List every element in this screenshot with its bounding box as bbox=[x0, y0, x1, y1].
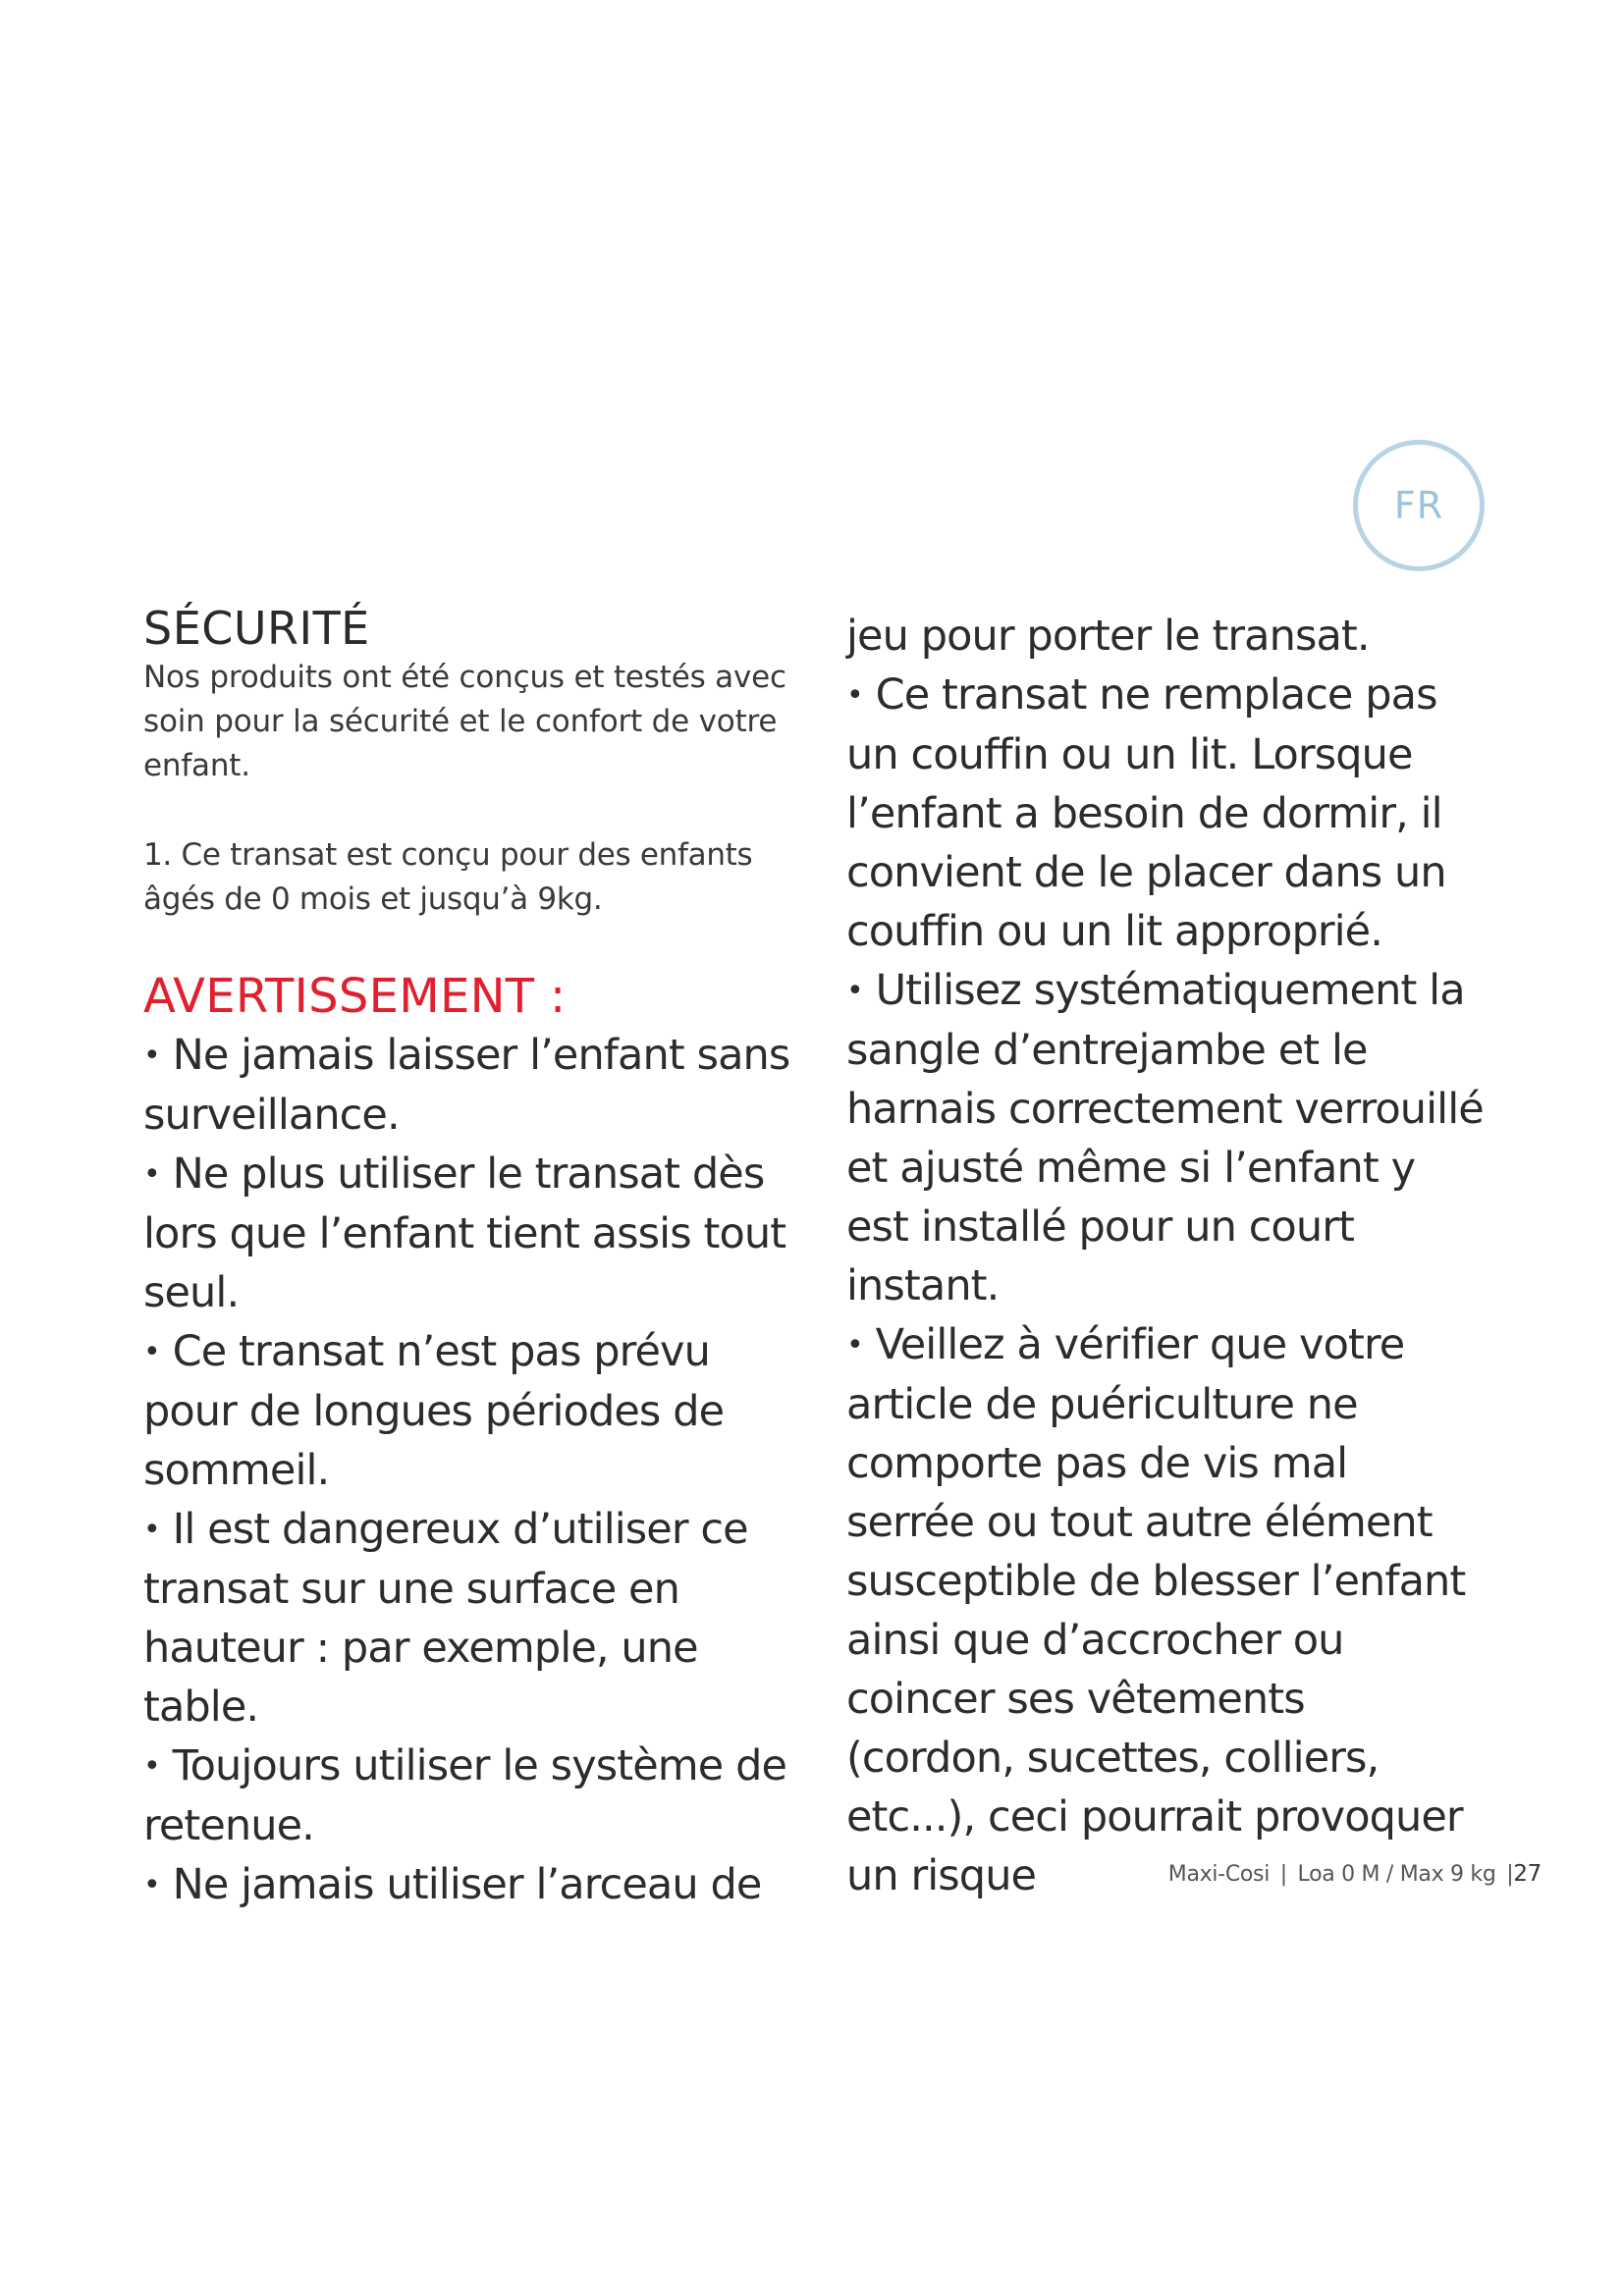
warning-item bbox=[143, 1145, 811, 1322]
footer-brand: Maxi-Cosi bbox=[1167, 1862, 1271, 1887]
page-separator: | bbox=[1506, 1862, 1514, 1887]
warning-title: AVERTISSEMENT : bbox=[143, 969, 567, 1024]
left-column bbox=[143, 601, 811, 1915]
item-text: Ce transat est conçu pour des enfants âgés de 0 mois et jusqu’à 9kg. bbox=[143, 837, 753, 917]
warning-item-text: Veillez à vérifier que votre article de puériculture ne comporte pas de vis mal serrée ou tout autre élément susceptible de blesser l’enfant ainsi que d’accrocher ou coincer ses vêtements (cordon, sucettes, colliers, etc...), ceci pourrait provoquer un risque bbox=[846, 1320, 1466, 1900]
footer-separator: | bbox=[1279, 1862, 1287, 1887]
warning-item-text: Il est dangereux d’utiliser ce transat sur une surface en hauteur : par exemple, une table. bbox=[143, 1505, 748, 1732]
warning-item-text: Ne jamais laisser l’enfant sans surveillance. bbox=[143, 1031, 790, 1140]
bullet: • bbox=[143, 1039, 160, 1073]
footer-product: Loa 0 M / Max 9 kg bbox=[1297, 1862, 1496, 1887]
page-footer bbox=[1080, 1861, 1542, 1887]
warning-item bbox=[143, 1855, 811, 1915]
warning-item bbox=[143, 1500, 811, 1736]
bullet: • bbox=[143, 1157, 160, 1192]
warning-item bbox=[846, 666, 1485, 961]
bullet: • bbox=[846, 678, 863, 713]
warning-item bbox=[143, 1026, 811, 1145]
bullet: • bbox=[846, 1328, 863, 1362]
warning-item bbox=[846, 1315, 1485, 1905]
language-label: FR bbox=[1393, 484, 1444, 527]
warning-list-left bbox=[143, 1026, 811, 1915]
warning-item-text: Ne plus utiliser le transat dès lors que l’enfant tient assis tout seul. bbox=[143, 1149, 786, 1317]
warning-item bbox=[143, 1736, 811, 1855]
bullet: • bbox=[143, 1868, 160, 1902]
security-intro: Nos produits ont été conçus et testés avec soin pour la sécurité et le confort de votre enfant. bbox=[143, 660, 786, 783]
right-column bbox=[846, 607, 1485, 1905]
bullet: • bbox=[143, 1513, 160, 1547]
security-title: SÉCURITÉ bbox=[143, 602, 370, 655]
warning-continuation: jeu pour porter le transat. bbox=[846, 612, 1370, 661]
security-item-1 bbox=[143, 833, 811, 922]
warning-item-text: Ce transat ne remplace pas un couffin ou un lit. Lorsque l’enfant a besoin de dormir, il convient de le placer dans un couffin ou un lit approprié. bbox=[846, 670, 1446, 956]
page-number: 27 bbox=[1513, 1861, 1542, 1887]
bullet: • bbox=[143, 1335, 160, 1369]
warning-item-text: Utilisez systématiquement la sangle d’entrejambe et le harnais correctement verrouillé et ajusté même si l’enfant y est installé pour un court instant. bbox=[846, 966, 1484, 1310]
warning-item bbox=[846, 961, 1485, 1315]
warning-item-text: Ne jamais utiliser l’arceau de bbox=[172, 1860, 762, 1909]
bullet: • bbox=[143, 1749, 160, 1784]
warning-item-text: Ce transat n’est pas prévu pour de longues périodes de sommeil. bbox=[143, 1327, 725, 1495]
bullet: • bbox=[846, 974, 863, 1008]
language-badge bbox=[1353, 440, 1485, 571]
warning-item bbox=[143, 1322, 811, 1500]
warning-item-text: Toujours utiliser le système de retenue. bbox=[143, 1741, 787, 1850]
item-number: 1. bbox=[143, 837, 172, 873]
